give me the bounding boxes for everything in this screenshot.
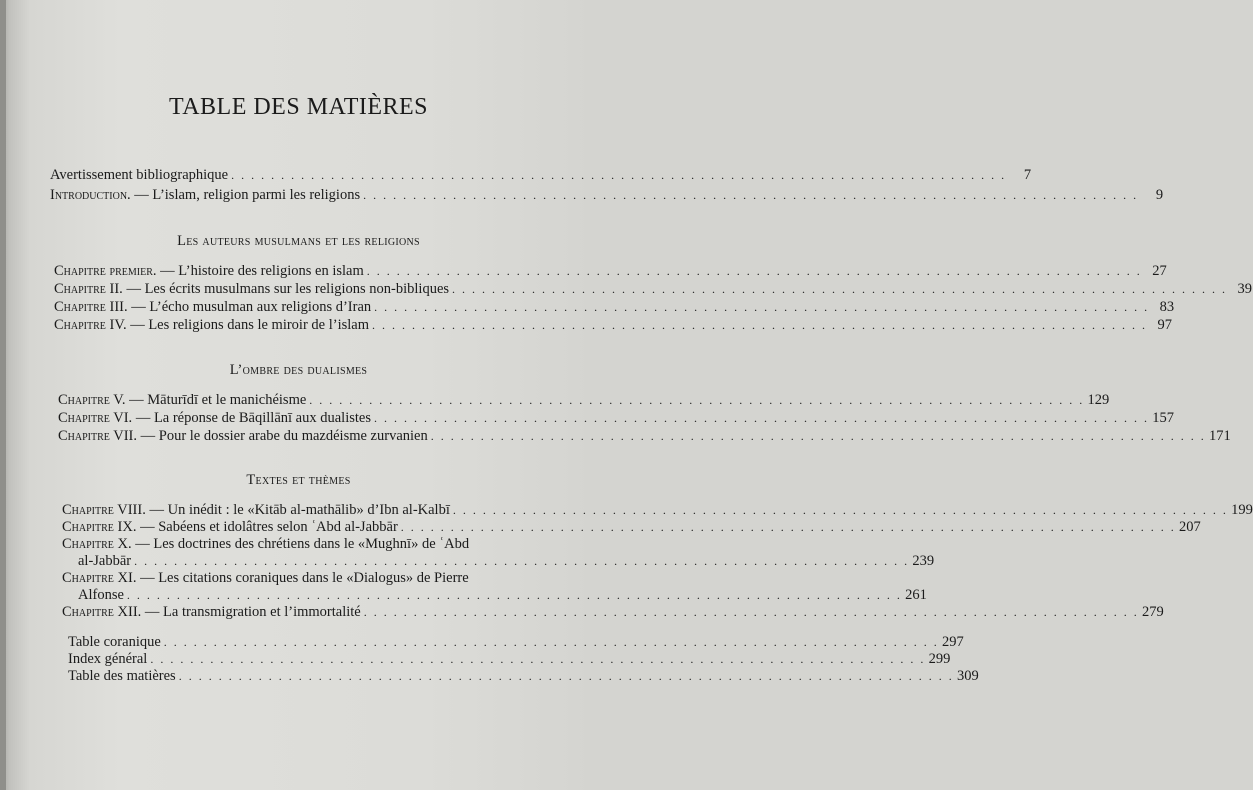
entry-prefix: Chapitre VIII. bbox=[62, 502, 146, 518]
toc-entry-continuation[interactable] bbox=[78, 552, 935, 570]
toc-entry-chapter[interactable] bbox=[58, 427, 1231, 445]
entry-prefix: Chapitre premier. bbox=[54, 263, 157, 279]
toc-entry-chapter[interactable] bbox=[62, 501, 1253, 519]
toc-entry-chapter[interactable] bbox=[62, 603, 1164, 621]
entry-prefix: Chapitre IX. bbox=[62, 519, 137, 535]
entry-page: 239 bbox=[912, 553, 935, 569]
entry-prefix: Chapitre VI. bbox=[58, 410, 133, 426]
entry-page: 261 bbox=[905, 587, 927, 603]
leader-dots bbox=[431, 427, 1206, 445]
toc-entry-chapter[interactable] bbox=[62, 535, 533, 553]
entry-page: 279 bbox=[1142, 604, 1164, 620]
entry-page: 171 bbox=[1208, 428, 1231, 444]
toc-entry-chapter[interactable] bbox=[54, 280, 1253, 298]
leader-dots bbox=[367, 262, 1142, 280]
section-heading: L’ombre des dualismes bbox=[229, 362, 368, 378]
leader-dots bbox=[452, 280, 1227, 298]
section-heading: Textes et thèmes bbox=[246, 472, 351, 488]
toc-entry-chapter[interactable] bbox=[54, 262, 1167, 280]
entry-label: — Sabéens et idolâtres selon ʿAbd al-Jabbār bbox=[136, 519, 398, 535]
leader-dots bbox=[309, 391, 1084, 409]
entry-label: Avertissement bibliographique bbox=[50, 167, 229, 183]
entry-prefix: Chapitre II. bbox=[54, 281, 123, 297]
page-title: TABLE DES MATIÈRES bbox=[168, 94, 429, 120]
toc-entry-continuation[interactable] bbox=[78, 586, 927, 604]
entry-page: 207 bbox=[1179, 519, 1201, 535]
entry-label: — Māturīdī et le manichéisme bbox=[125, 392, 307, 408]
toc-entry-back[interactable] bbox=[68, 667, 979, 685]
leader-dots bbox=[134, 552, 909, 570]
toc-entry-chapter[interactable] bbox=[62, 569, 533, 587]
toc-entry-chapter[interactable] bbox=[54, 298, 1175, 316]
entry-label: — L’histoire des religions en islam bbox=[156, 263, 364, 279]
entry-page: 27 bbox=[1152, 263, 1167, 279]
entry-label: Table des matières bbox=[68, 668, 176, 684]
leader-dots bbox=[374, 298, 1149, 316]
leader-dots bbox=[127, 586, 902, 604]
entry-label: — Les religions dans le miroir de l’islam bbox=[126, 317, 369, 333]
entry-page: 309 bbox=[956, 668, 979, 684]
entry-label: — Les citations coraniques dans le «Dialogus» de Pierre bbox=[136, 570, 469, 586]
entry-page: 297 bbox=[942, 634, 964, 650]
leader-dots bbox=[401, 518, 1176, 536]
entry-prefix: Introduction. bbox=[50, 187, 131, 203]
entry-label: — L’écho musulman aux religions d’Iran bbox=[127, 299, 372, 315]
entry-page: 199 bbox=[1231, 502, 1253, 518]
entry-label: — Les écrits musulmans sur les religions non-bibliques bbox=[122, 281, 450, 297]
entry-prefix: Chapitre III. bbox=[54, 299, 128, 315]
entry-page: 97 bbox=[1157, 317, 1172, 333]
entry-label: — Les doctrines des chrétiens dans le «Mughnī» de ʿAbd bbox=[131, 536, 470, 552]
toc-entry-chapter[interactable] bbox=[58, 409, 1174, 427]
entry-page: 157 bbox=[1152, 410, 1174, 426]
entry-page: 299 bbox=[928, 651, 951, 667]
entry-label: — La réponse de Bāqillānī aux dualistes bbox=[132, 410, 371, 426]
toc-entry-chapter[interactable] bbox=[58, 391, 1110, 409]
toc-entry-back[interactable] bbox=[68, 650, 951, 668]
leader-dots bbox=[150, 650, 925, 668]
section-heading: Les auteurs musulmans et les religions bbox=[177, 233, 420, 249]
entry-label: Index général bbox=[68, 651, 148, 667]
toc-entry-chapter[interactable] bbox=[62, 518, 1201, 536]
toc-entry-introduction[interactable] bbox=[50, 186, 1164, 204]
entry-label-continued: al-Jabbār bbox=[78, 553, 132, 569]
leader-dots bbox=[374, 409, 1149, 427]
leader-dots bbox=[179, 667, 954, 685]
entry-label: — Pour le dossier arabe du mazdéisme zurvanien bbox=[137, 428, 428, 444]
entry-prefix: Chapitre IV. bbox=[54, 317, 127, 333]
entry-page: 9 bbox=[1155, 187, 1164, 203]
leader-dots bbox=[453, 501, 1228, 519]
entry-page: 7 bbox=[1023, 167, 1032, 183]
entry-label: — L’islam, religion parmi les religions bbox=[130, 187, 361, 203]
leader-dots bbox=[364, 603, 1139, 621]
toc-entry-back[interactable] bbox=[68, 633, 964, 651]
entry-prefix: Chapitre XII. bbox=[62, 604, 142, 620]
entry-page: 129 bbox=[1087, 392, 1110, 408]
entry-page: 83 bbox=[1159, 299, 1175, 315]
leader-dots bbox=[164, 633, 939, 651]
entry-prefix: Chapitre X. bbox=[62, 536, 132, 552]
entry-label: Table coranique bbox=[68, 634, 161, 650]
entry-label: — Un inédit : le «Kitāb al-mathālib» d’Ibn al-Kalbī bbox=[145, 502, 450, 518]
entry-page: 39 bbox=[1237, 281, 1253, 297]
entry-label-continued: Alfonse bbox=[78, 587, 124, 603]
entry-prefix: Chapitre V. bbox=[58, 392, 126, 408]
entry-label: — La transmigration et l’immortalité bbox=[141, 604, 361, 620]
leader-dots bbox=[231, 166, 1006, 184]
leader-dots bbox=[363, 186, 1138, 204]
entry-prefix: Chapitre VII. bbox=[58, 428, 138, 444]
toc-entry-chapter[interactable] bbox=[54, 316, 1172, 334]
toc-entry-avertissement[interactable] bbox=[50, 166, 1032, 184]
entry-prefix: Chapitre XI. bbox=[62, 570, 137, 586]
leader-dots bbox=[372, 316, 1147, 334]
